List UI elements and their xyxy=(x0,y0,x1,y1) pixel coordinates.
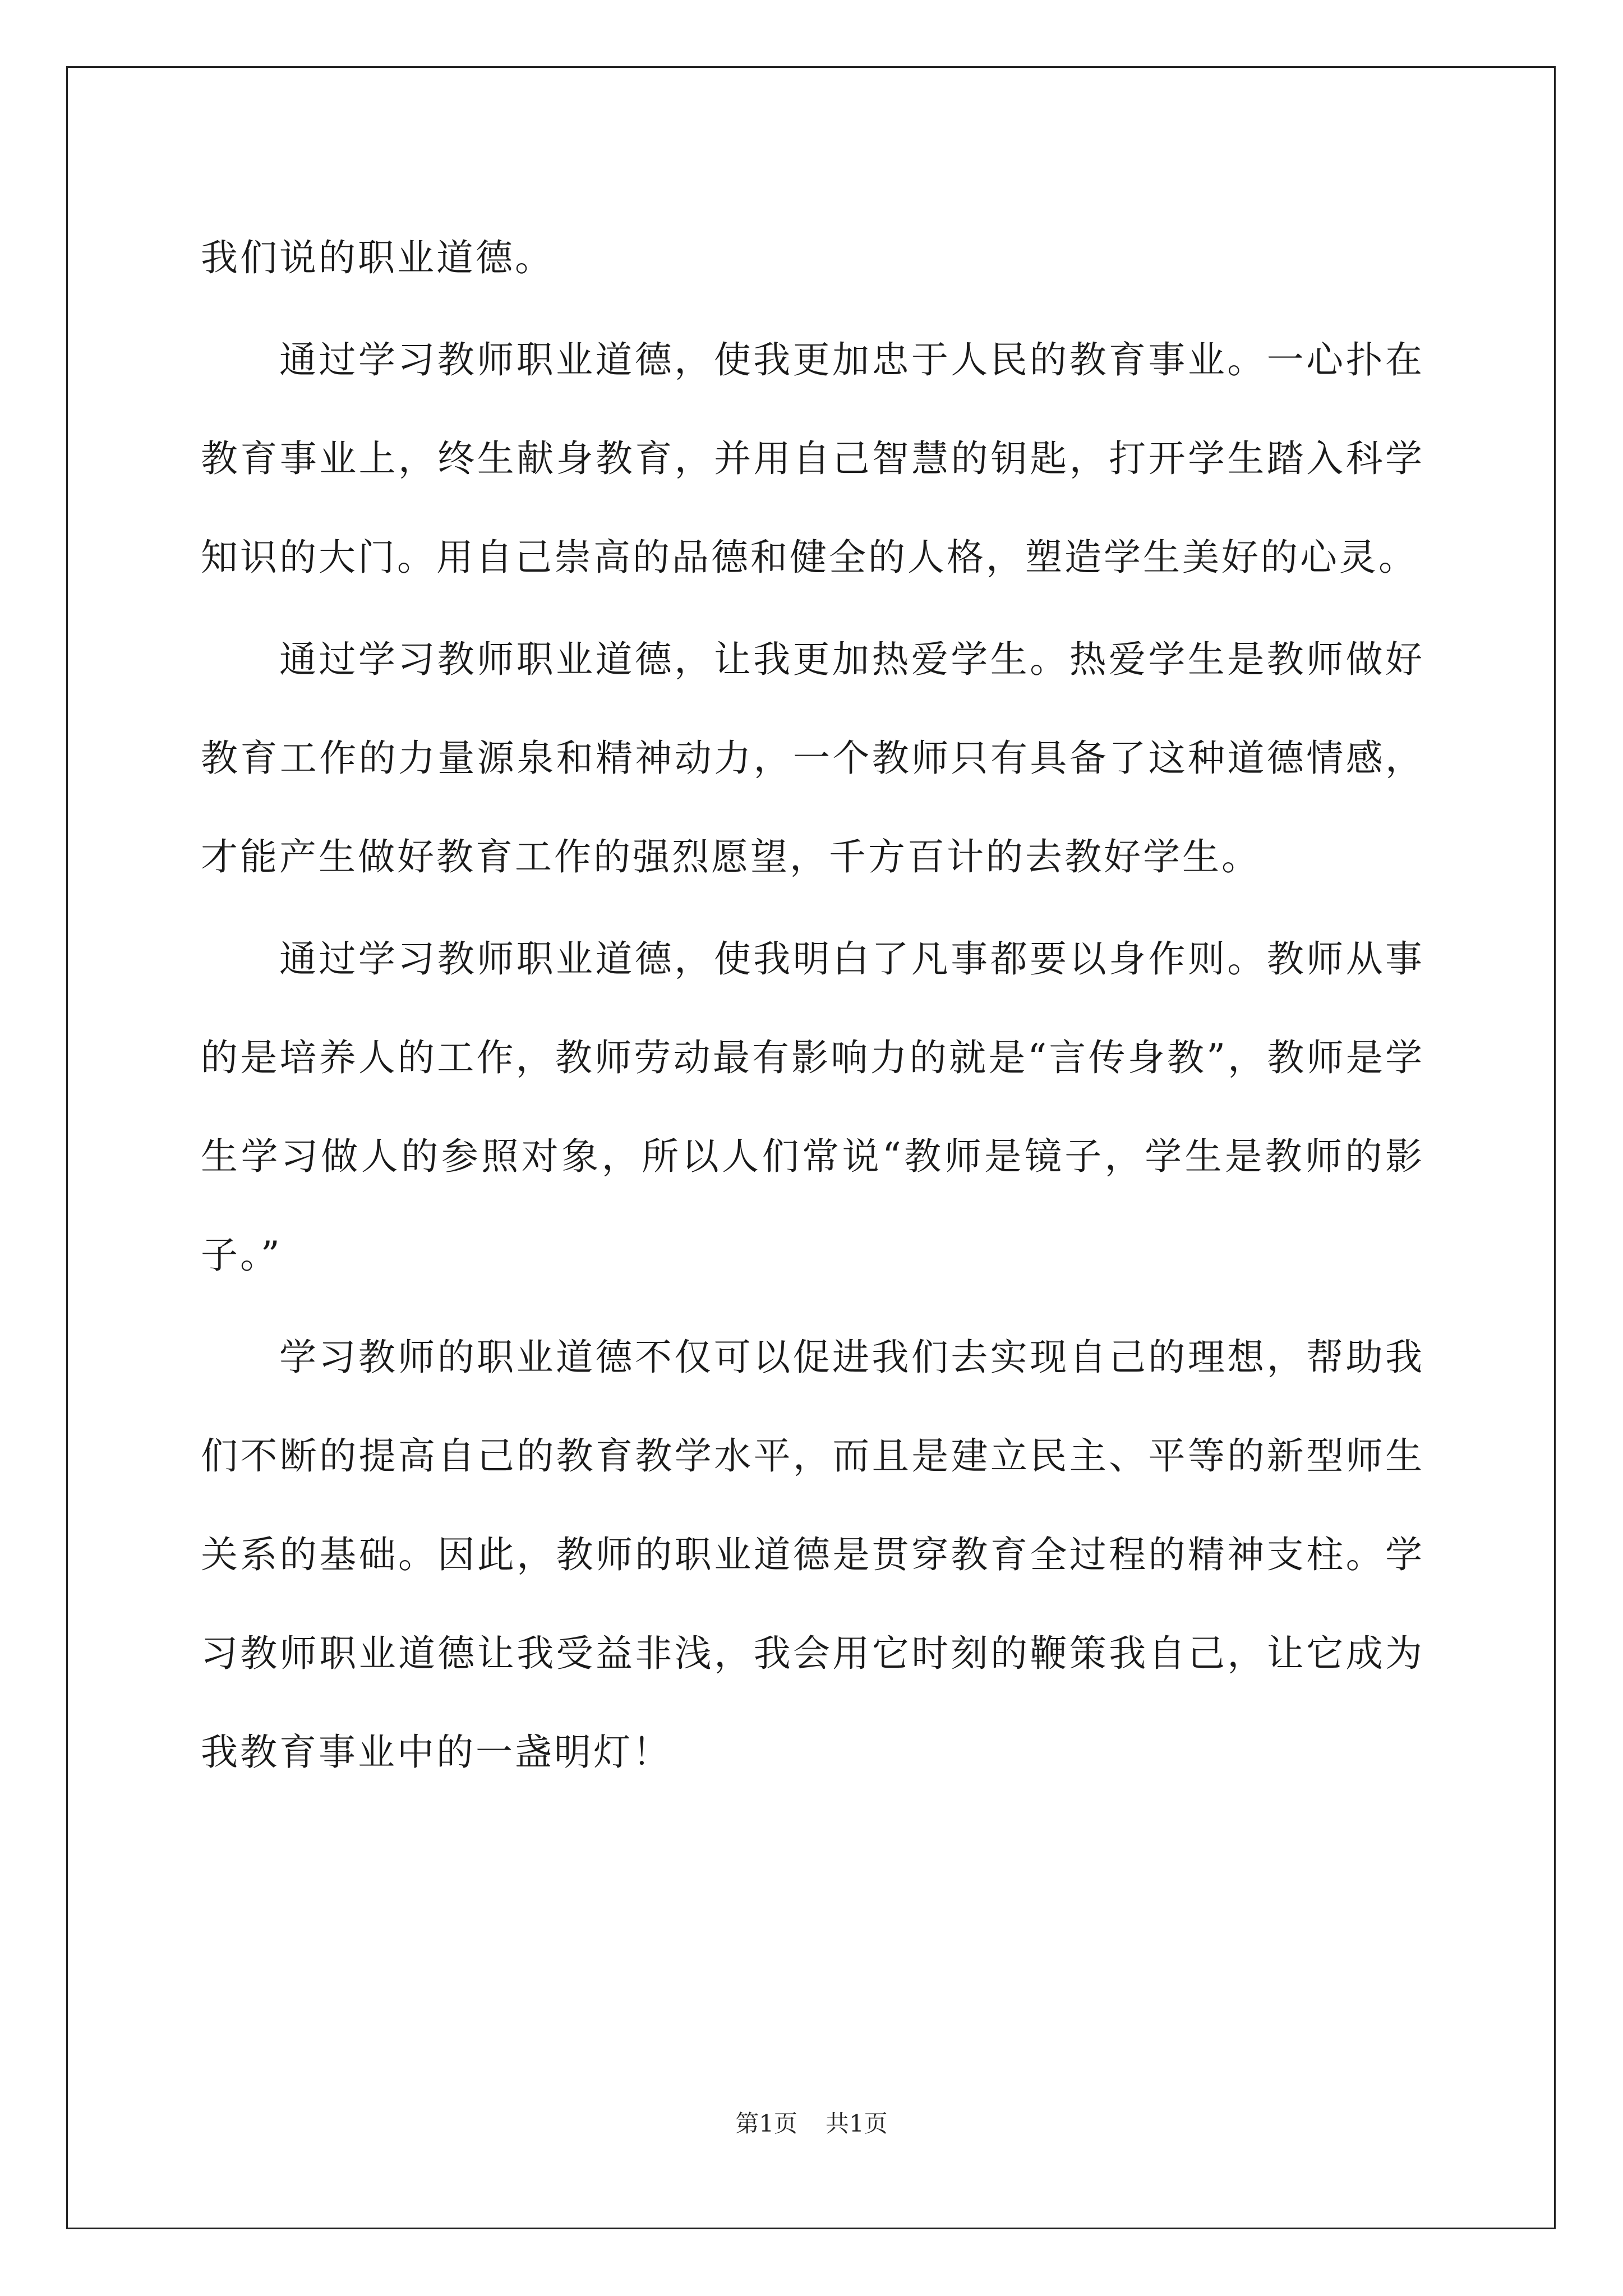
paragraph-3: 通过学习教师职业道德，让我更加热爱学生。热爱学生是教师做好教育工作的力量源泉和精神动力，一个教师只有具备了这种道德情感，才能产生做好教育工作的强烈愿望，千方百计的去教好学生。 xyxy=(201,638,1424,878)
page-number: 第1页 xyxy=(735,2110,797,2137)
page-footer xyxy=(0,2107,1623,2141)
paragraph-5: 学习教师的职业道德不仅可以促进我们去实现自己的理想，帮助我们不断的提高自己的教育教学水平，而且是建立民主、平等的新型师生关系的基础。因此，教师的职业道德是贯穿教育全过程的精神支柱。学习教师职业道德让我受益非浅，我会用它时刻的鞭策我自己，让它成为我教育事业中的一盏明灯！ xyxy=(201,1336,1424,1774)
paragraph-4: 通过学习教师职业道德，使我明白了凡事都要以身作则。教师从事的是培养人的工作，教师劳动最有影响力的就是“言传身教”，教师是学生学习做人的参照对象，所以人们常说“教师是镜子，学生是教师的影子。” xyxy=(201,937,1424,1277)
document-body xyxy=(201,209,1424,1802)
paragraph-1: 我们说的职业道德。 xyxy=(201,236,554,279)
paragraph-2: 通过学习教师职业道德，使我更加忠于人民的教育事业。一心扑在教育事业上，终生献身教育，并用自己智慧的钥匙，打开学生踏入科学知识的大门。用自己崇高的品德和健全的人格，塑造学生美好的心灵。 xyxy=(201,338,1424,579)
page-total: 共1页 xyxy=(826,2110,888,2137)
